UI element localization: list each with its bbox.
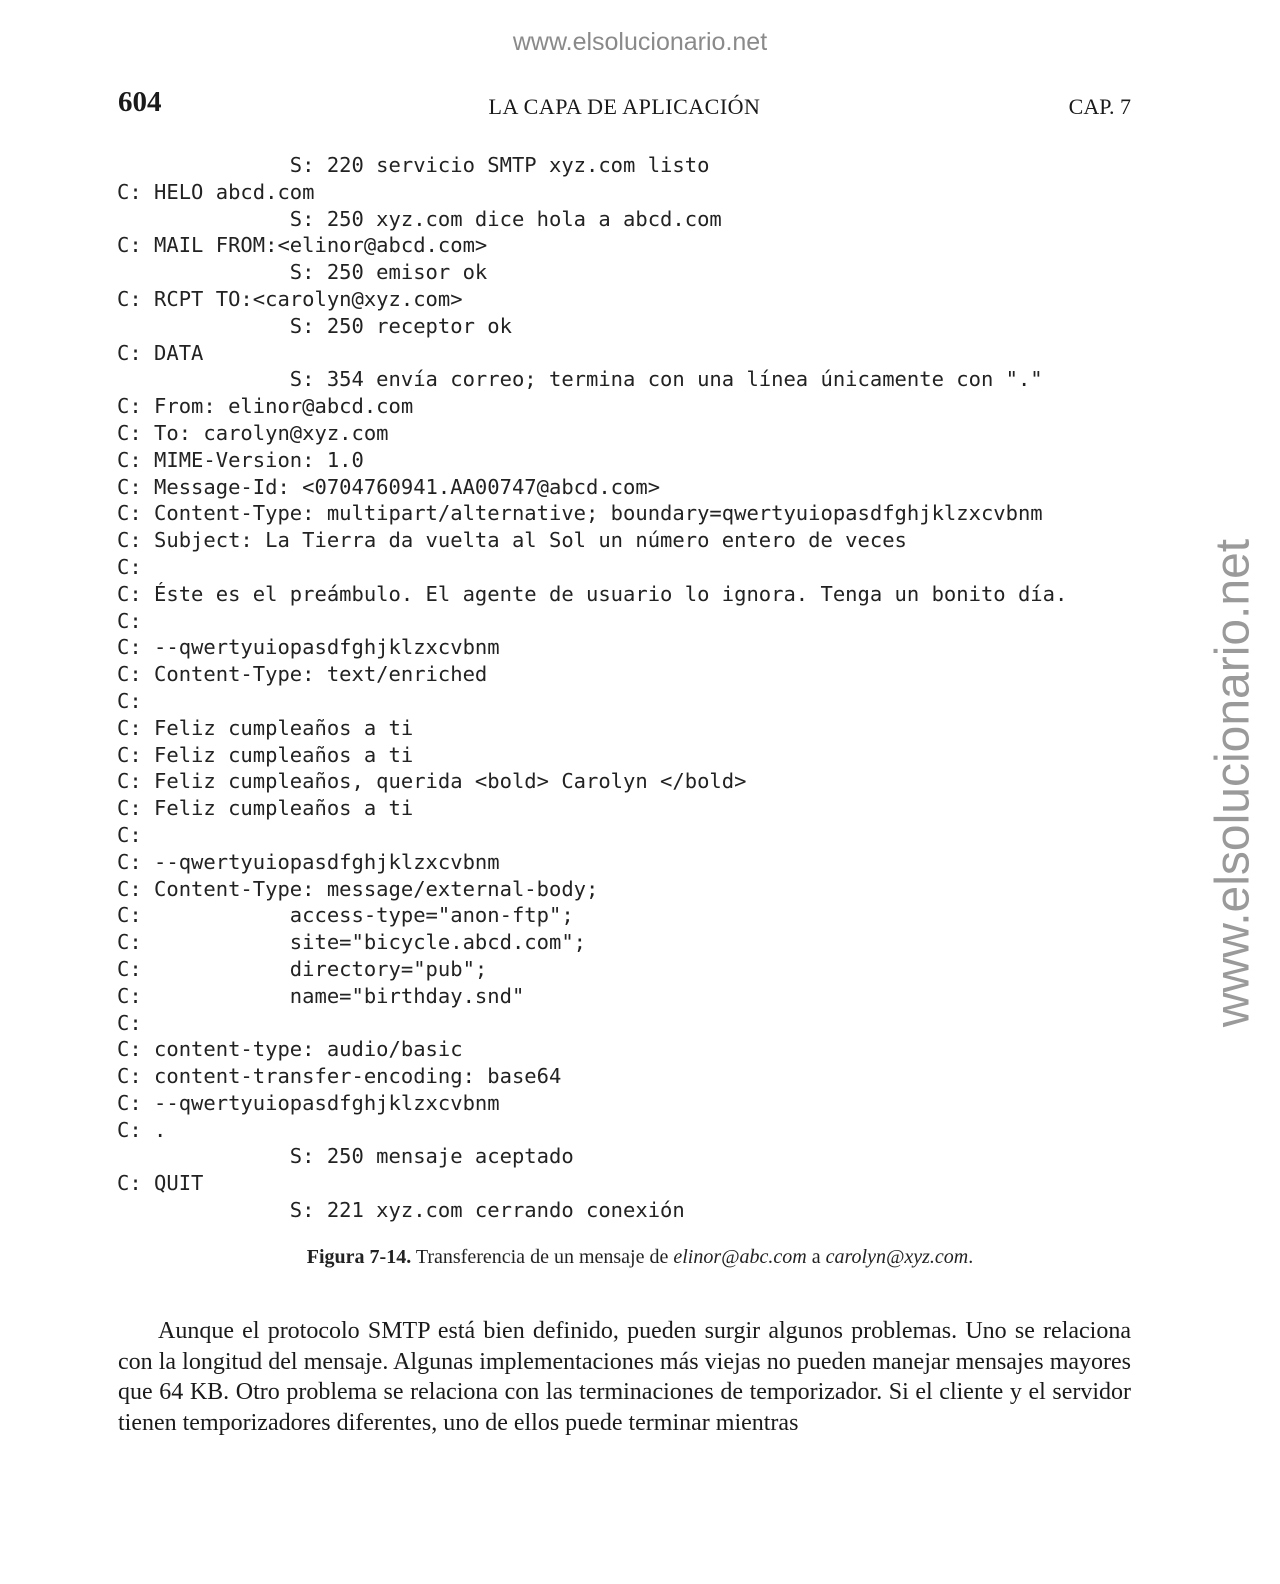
transcript-line: C: MAIL FROM:<elinor@abcd.com> (117, 233, 488, 258)
transcript-line: C: access-type="anon-ftp"; (117, 903, 574, 928)
transcript-line: C: Content-Type: message/external-body; (117, 876, 599, 901)
transcript-line: C: (117, 822, 142, 847)
transcript-line: C: --qwertyuiopasdfghjklzxcvbnm (117, 635, 500, 660)
transcript-line: S: 250 xyz.com dice hola a abcd.com (117, 206, 722, 231)
transcript-line: C: To: carolyn@xyz.com (117, 420, 389, 445)
figure-label: Figura 7-14. (306, 1246, 412, 1268)
transcript-line: C: (117, 554, 142, 579)
transcript-line: S: 250 emisor ok (117, 260, 488, 285)
transcript-line: C: HELO abcd.com (117, 179, 315, 204)
page-header (118, 86, 1131, 126)
transcript-line: C: directory="pub"; (117, 956, 488, 981)
watermark-top: www.elsolucionario.net (512, 28, 768, 56)
transcript-line: C: content-transfer-encoding: base64 (117, 1064, 562, 1089)
figure-caption (0, 1246, 1280, 1269)
transcript-line: C: Feliz cumpleaños a ti (117, 796, 414, 821)
caption-connector: a (811, 1246, 821, 1268)
transcript-line: S: 250 mensaje aceptado (117, 1144, 574, 1169)
transcript-line: S: 220 servicio SMTP xyz.com listo (117, 153, 710, 177)
transcript-line: C: --qwertyuiopasdfghjklzxcvbnm (117, 849, 500, 874)
transcript-line: C: Éste es el preámbulo. El agente de usuario lo ignora. Tenga un bonito día. (117, 581, 1068, 606)
transcript-line: C: Message-Id: <0704760941.AA00747@abcd.com> (117, 474, 661, 499)
transcript-line: S: 221 xyz.com cerrando conexión (117, 1198, 685, 1223)
transcript-line: C: DATA (117, 340, 204, 365)
transcript-line: C: QUIT (117, 1171, 204, 1196)
body-paragraph-text: Aunque el protocolo SMTP está bien definido, pueden surgir algunos problemas. Uno se relaciona con la longitud del mensaje. Algunas implementaciones más viejas no pueden manejar mensajes mayores que 64 KB. Otro problema se relaciona con las terminaciones de temporizador. Si el cliente y el servidor tienen temporizadores diferentes, uno de ellos puede terminar mientras (118, 1318, 1131, 1436)
transcript-line: C: . (117, 1117, 167, 1142)
transcript-line: C: (117, 608, 142, 633)
transcript-line: C: Feliz cumpleaños a ti (117, 742, 414, 767)
caption-end: . (968, 1246, 974, 1268)
transcript-line: S: 354 envía correo; termina con una línea únicamente con "." (117, 367, 1043, 392)
transcript-line: C: (117, 1010, 142, 1035)
body-paragraph (118, 1316, 1131, 1438)
transcript-line: C: --qwertyuiopasdfghjklzxcvbnm (117, 1090, 500, 1115)
transcript-line: C: From: elinor@abcd.com (117, 394, 414, 419)
caption-text: Transferencia de un mensaje de (415, 1246, 669, 1268)
transcript-line: S: 250 receptor ok (117, 313, 512, 338)
transcript-line: C: (117, 688, 142, 713)
smtp-transcript (117, 152, 1132, 1224)
caption-from-address: elinor@abc.com (673, 1246, 807, 1268)
transcript-line: C: Subject: La Tierra da vuelta al Sol un número entero de veces (117, 528, 907, 553)
transcript-line: C: Content-Type: multipart/alternative; boundary=qwertyuiopasdfghjklzxcvbnm (117, 501, 1043, 526)
transcript-line: C: site="bicycle.abcd.com"; (117, 930, 586, 955)
transcript-line: C: name="birthday.snd" (117, 983, 525, 1008)
watermark-side: www.elsolucionario.net (1206, 538, 1260, 1028)
chapter-label: CAP. 7 (1068, 94, 1131, 119)
running-title: LA CAPA DE APLICACIÓN (488, 94, 761, 119)
transcript-line: C: RCPT TO:<carolyn@xyz.com> (117, 286, 463, 311)
page-number: 604 (118, 86, 162, 118)
transcript-line: C: Content-Type: text/enriched (117, 662, 488, 687)
transcript-line: C: Feliz cumpleaños, querida <bold> Carolyn </bold> (117, 769, 747, 794)
caption-to-address: carolyn@xyz.com (825, 1246, 969, 1268)
transcript-line: C: MIME-Version: 1.0 (117, 447, 364, 472)
transcript-line: C: Feliz cumpleaños a ti (117, 715, 414, 740)
transcript-line: C: content-type: audio/basic (117, 1037, 463, 1062)
